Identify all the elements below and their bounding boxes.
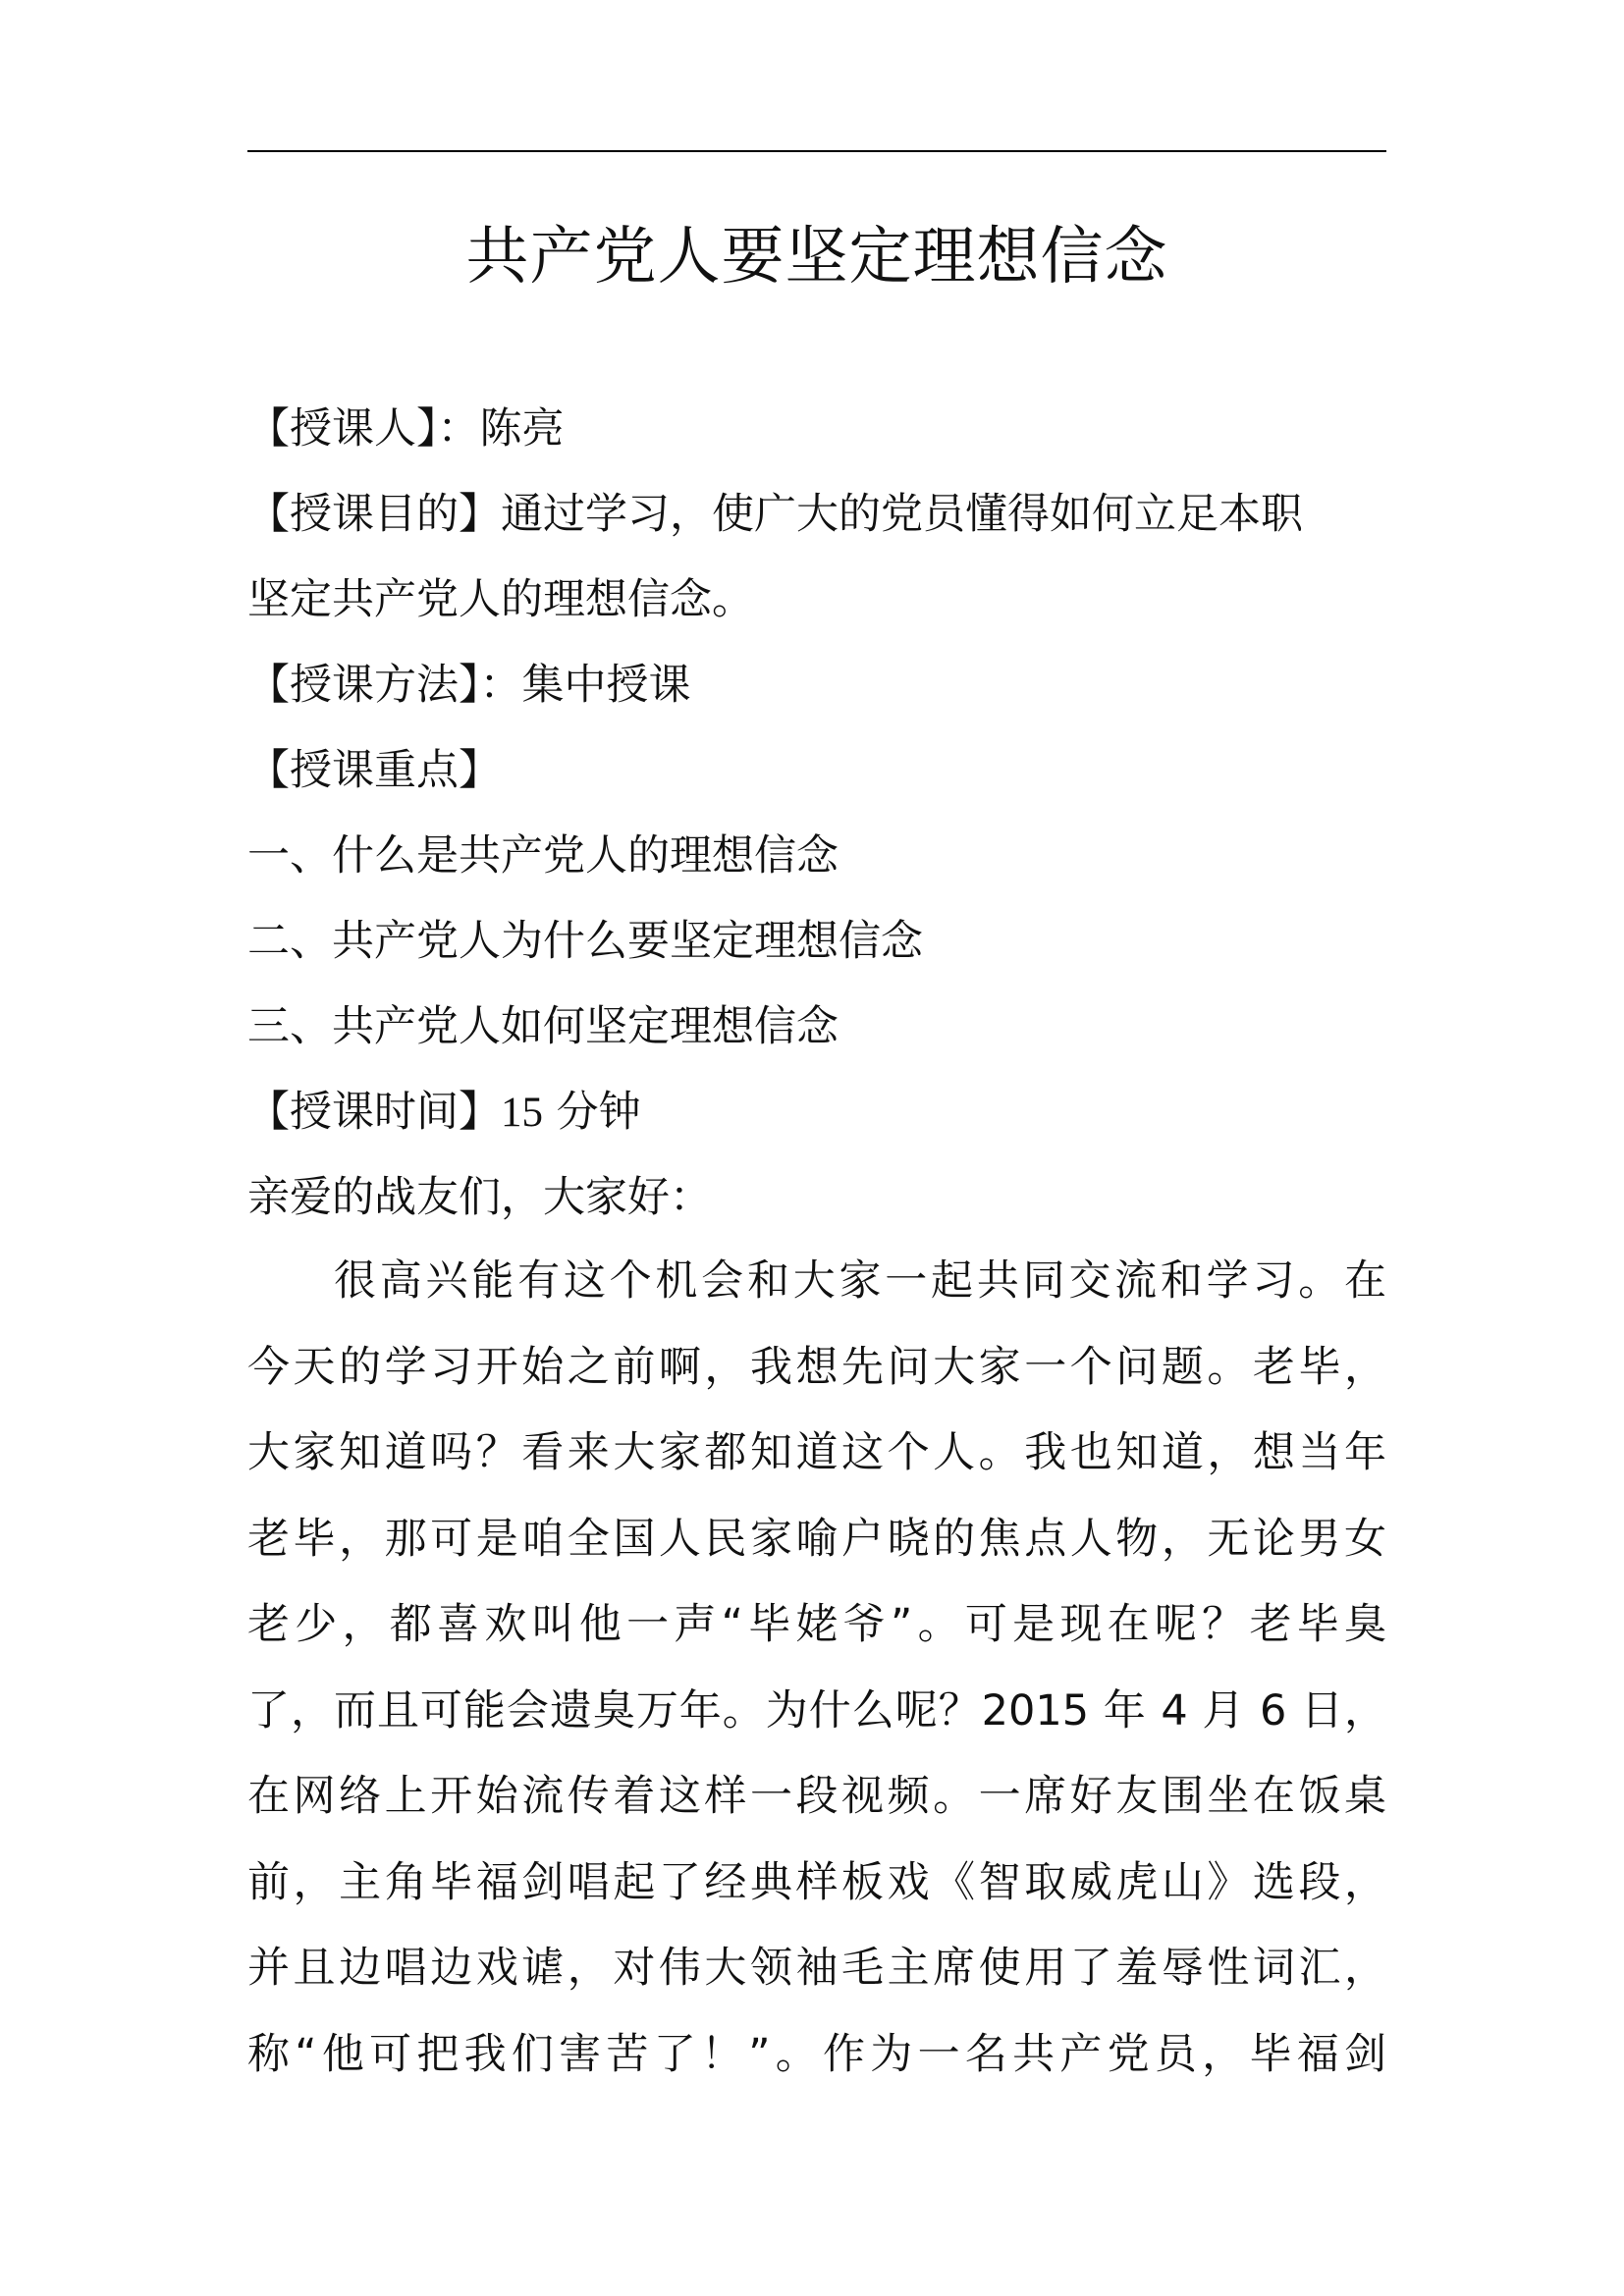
focus-heading [247, 728, 1386, 813]
time-unit: 分钟 [556, 1088, 641, 1137]
purpose-line-continued [247, 558, 1386, 642]
method-line [247, 643, 1386, 727]
purpose-line [247, 472, 1386, 557]
body-line: 今天的学习开始之前啊，我想先问大家一个问题。老毕， [247, 1342, 1386, 1392]
time-line [247, 1070, 1386, 1155]
lecturer-label: 【授课人】： [247, 404, 480, 454]
time-label: 【授课时间】 [247, 1088, 501, 1137]
purpose-text-2: 坚定共产党人的理想信念。 [247, 575, 754, 624]
body-line: 大家知道吗？看来大家都知道这个人。我也知道，想当年 [247, 1428, 1386, 1477]
body-line: 并且边唱边戏谑，对伟大领袖毛主席使用了羞辱性词汇， [247, 1944, 1386, 1993]
body-paragraph [247, 1239, 1386, 2098]
header-rule [247, 150, 1386, 152]
key-point: 一、什么是共产党人的理想信念 [247, 831, 839, 881]
body-line: 了，而且可能会遗臭万年。为什么呢？2015 年 4 月 6 日， [247, 1685, 1386, 1735]
key-point: 二、共产党人为什么要坚定理想信念 [247, 917, 923, 966]
body-line: 在网络上开始流传着这样一段视频。一席好友围坐在饭桌 [247, 1772, 1386, 1821]
body-line: 称“他可把我们害苦了！”。作为一名共产党员，毕福剑 [247, 2029, 1386, 2079]
method-value: 集中授课 [521, 661, 691, 710]
purpose-text-1: 通过学习，使广大的党员懂得如何立足本职 [501, 490, 1303, 539]
time-number: 15 [501, 1090, 543, 1136]
body-line: 老少，都喜欢叫他一声“毕姥爷”。可是现在呢？老毕臭 [247, 1600, 1386, 1649]
body-line: 很高兴能有这个机会和大家一起共同交流和学习。在 [334, 1256, 1386, 1306]
method-label: 【授课方法】： [247, 661, 522, 710]
greeting: 亲爱的战友们，大家好： [247, 1173, 712, 1222]
body-line: 前，主角毕福剑唱起了经典样板戏《智取威虎山》选段， [247, 1857, 1386, 1907]
body-line: 老毕，那可是咱全国人民家喻户晓的焦点人物，无论男女 [247, 1514, 1386, 1564]
key-point: 三、共产党人如何坚定理想信念 [247, 1002, 839, 1051]
focus-label: 【授课重点】 [247, 746, 501, 795]
lecturer-line [247, 387, 1386, 471]
purpose-label: 【授课目的】 [247, 490, 501, 539]
lecturer-name: 陈亮 [479, 404, 565, 454]
document-title: 共产党人要坚定理想信念 [465, 221, 1168, 294]
